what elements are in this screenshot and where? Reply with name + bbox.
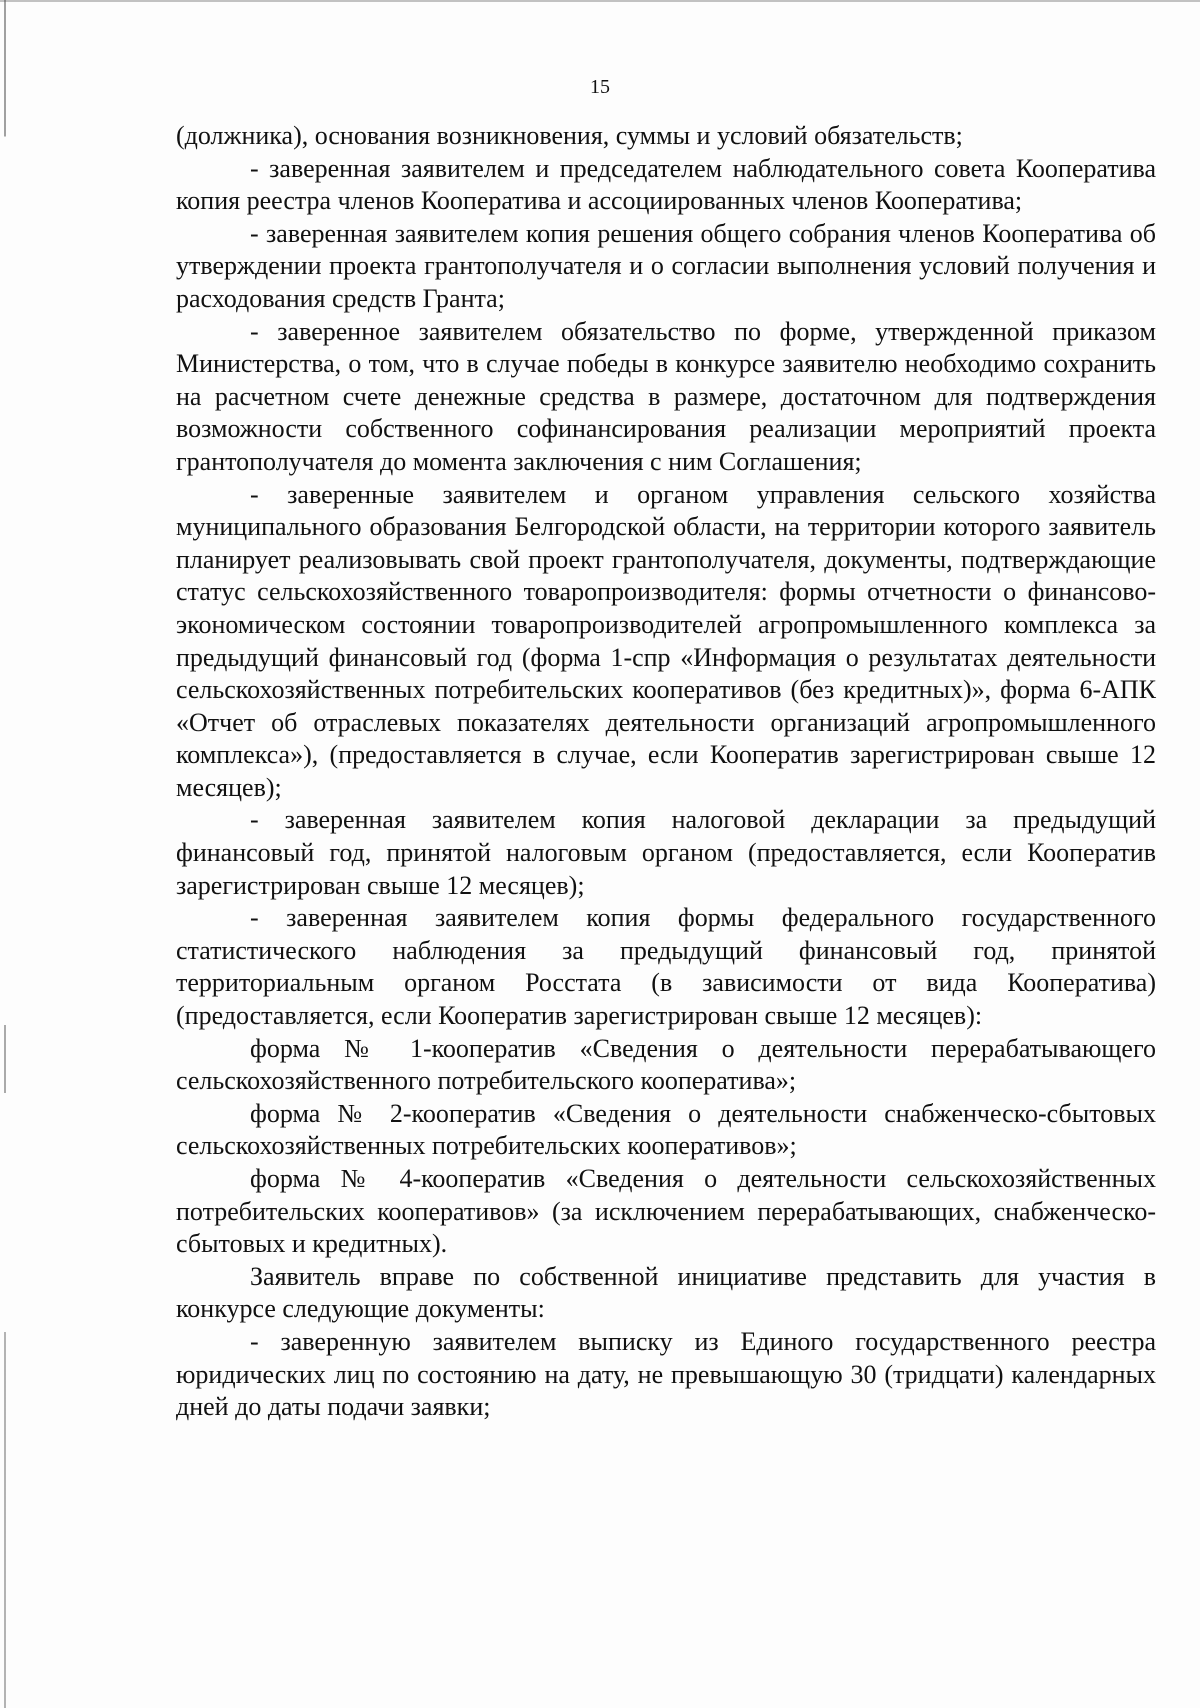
paragraph-egrul-extract: - заверенную заявителем выписку из Единого государственного реестра юридических лиц по состоянию на дату, не превышающую 30 (тридцати) календарных дней до даты подачи заявки;	[176, 1326, 1156, 1422]
paragraph-form-4: форма № 4-кооператив «Сведения о деятельности сельскохозяйственных потребительских кооперативов» (за исключением перерабатывающих, снабженческо-сбытовых и кредитных).	[176, 1164, 1156, 1259]
paragraph-6: - заверенная заявителем копия налоговой декларации за предыдущий финансовый год, принятой налоговым органом (предоставляется, если Кооператив зарегистрирован свыше 12 месяцев);	[176, 805, 1156, 900]
paragraph-5: - заверенные заявителем и органом управления сельского хозяйства муниципального образования Белгородской области, на территории которого заявитель планирует реализовывать свой проект грантополучателя, документы, подтверждающие статус сельскохозяйственного товаропроизводителя: формы отчетности о финансово-экономическом состоянии товаропроизводителей агропромышленного комплекса за предыдущий финансовый год (форма 1-спр «Информация о результатах деятельности сельскохозяйственных потребительских кооперативов (без кредитных)», форма 6-АПК «Отчет об отраслевых показателях деятельности организаций агропромышленного комплекса»), (предоставляется в случае, если Кооператив зарегистрирован свыше 12 месяцев);	[176, 479, 1156, 802]
page-number: 15	[590, 76, 610, 98]
scan-edge-top	[0, 0, 1200, 2]
paragraph-1: (должника), основания возникновения, суммы и условий обязательств;	[176, 121, 963, 150]
paragraph-2: - заверенная заявителем и председателем наблюдательного совета Кооператива копия реестра членов Кооператива и ассоциированных членов Кооператива;	[176, 153, 1156, 216]
document-body	[176, 120, 1156, 1424]
paragraph-form-1: форма № 1-кооператив «Сведения о деятельности перерабатывающего сельскохозяйственного потребительского кооператива»;	[176, 1033, 1156, 1096]
paragraph-form-2: форма № 2-кооператив «Сведения о деятельности снабженческо-сбытовых сельскохозяйственных потребительских кооперативов»;	[176, 1098, 1156, 1161]
scan-edge-left	[4, 0, 6, 1708]
paragraph-optional-docs: Заявитель вправе по собственной инициативе представить для участия в конкурсе следующие документы:	[176, 1261, 1156, 1324]
paragraph-4: - заверенное заявителем обязательство по форме, утвержденной приказом Министерства, о том, что в случае победы в конкурсе заявителю необходимо сохранить на расчетном счете денежные средства в размере, достаточном для подтверждения возможности собственного софинансирования реализации мероприятий проекта грантополучателя до момента заключения с ним Соглашения;	[176, 316, 1156, 476]
paragraph-7: - заверенная заявителем копия формы федерального государственного статистического наблюдения за предыдущий финансовый год, принятой территориальным органом Росстата (в зависимости от вида Кооператива) (предоставляется, если Кооператив зарегистрирован свыше 12 месяцев):	[176, 903, 1156, 1031]
paragraph-3: - заверенная заявителем копия решения общего собрания членов Кооператива об утверждении проекта грантополучателя и о согласии выполнения условий получения и расходования средств Гранта;	[176, 218, 1156, 313]
